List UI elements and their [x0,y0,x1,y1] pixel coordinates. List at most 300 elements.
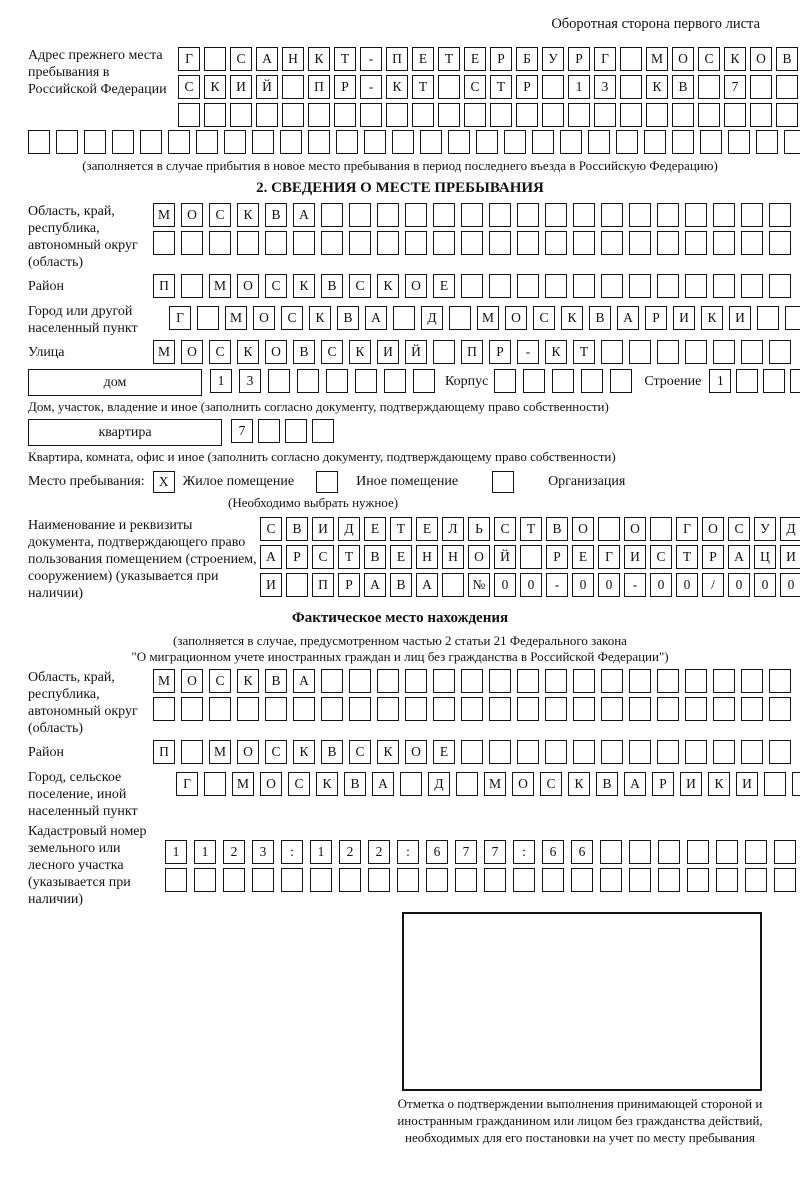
char-cell[interactable]: К [724,47,746,71]
char-cell[interactable] [393,306,415,330]
char-cell[interactable]: 3 [252,840,274,864]
char-cell[interactable]: - [360,75,382,99]
char-cell[interactable]: С [260,517,282,541]
char-cell[interactable] [517,203,539,227]
char-cell[interactable]: О [405,274,427,298]
char-cell[interactable]: Г [594,47,616,71]
char-cell[interactable] [405,203,427,227]
char-cell[interactable] [713,340,735,364]
char-cell[interactable] [745,868,767,892]
char-cell[interactable]: И [729,306,751,330]
char-cell[interactable]: А [293,203,315,227]
char-cell[interactable] [658,868,680,892]
char-cell[interactable] [448,130,470,154]
char-cell[interactable]: О [253,306,275,330]
char-cell[interactable] [442,573,464,597]
char-cell[interactable] [657,740,679,764]
char-cell[interactable]: В [596,772,618,796]
char-cell[interactable]: - [360,47,382,71]
char-cell[interactable] [438,75,460,99]
char-cell[interactable]: С [494,517,516,541]
char-cell[interactable] [397,868,419,892]
char-cell[interactable] [792,772,800,796]
char-cell[interactable] [433,697,455,721]
char-cell[interactable]: 1 [568,75,590,99]
char-cell[interactable] [769,669,791,693]
char-cell[interactable]: С [728,517,750,541]
char-cell[interactable]: Г [598,545,620,569]
char-cell[interactable]: В [286,517,308,541]
char-cell[interactable] [545,669,567,693]
char-cell[interactable] [484,868,506,892]
char-cell[interactable] [204,47,226,71]
char-cell[interactable] [321,669,343,693]
char-cell[interactable] [377,203,399,227]
char-cell[interactable] [545,274,567,298]
char-cell[interactable] [364,130,386,154]
char-cell[interactable] [741,740,763,764]
char-cell[interactable] [657,669,679,693]
char-cell[interactable]: Т [390,517,412,541]
char-cell[interactable]: 0 [754,573,776,597]
char-cell[interactable] [349,669,371,693]
char-cell[interactable]: В [321,740,343,764]
char-cell[interactable]: А [293,669,315,693]
char-cell[interactable] [685,340,707,364]
char-cell[interactable] [629,868,651,892]
char-cell[interactable] [377,669,399,693]
char-cell[interactable] [685,697,707,721]
char-cell[interactable]: Е [416,517,438,541]
char-cell[interactable] [412,103,434,127]
char-cell[interactable]: Р [568,47,590,71]
char-cell[interactable] [629,274,651,298]
char-cell[interactable] [282,103,304,127]
char-cell[interactable]: О [405,740,427,764]
char-cell[interactable]: Й [494,545,516,569]
char-cell[interactable] [181,231,203,255]
char-cell[interactable] [685,203,707,227]
char-cell[interactable] [178,103,200,127]
char-cell[interactable] [516,103,538,127]
char-cell[interactable]: Г [169,306,191,330]
char-cell[interactable]: О [624,517,646,541]
char-cell[interactable] [490,103,512,127]
char-cell[interactable]: П [386,47,408,71]
char-cell[interactable] [542,75,564,99]
char-cell[interactable] [568,103,590,127]
char-cell[interactable]: В [344,772,366,796]
char-cell[interactable] [757,306,779,330]
char-cell[interactable] [321,231,343,255]
char-cell[interactable] [517,274,539,298]
char-cell[interactable] [181,274,203,298]
char-cell[interactable] [573,697,595,721]
char-cell[interactable]: К [708,772,730,796]
char-cell[interactable] [658,840,680,864]
char-cell[interactable] [168,130,190,154]
char-cell[interactable] [741,340,763,364]
char-cell[interactable] [413,369,435,393]
char-cell[interactable]: М [153,340,175,364]
char-cell[interactable] [764,772,786,796]
char-cell[interactable]: А [365,306,387,330]
char-cell[interactable]: / [702,573,724,597]
char-cell[interactable] [209,697,231,721]
char-cell[interactable] [769,740,791,764]
char-cell[interactable]: О [237,274,259,298]
char-cell[interactable] [716,840,738,864]
char-cell[interactable]: К [386,75,408,99]
char-cell[interactable]: К [646,75,668,99]
char-cell[interactable] [741,203,763,227]
char-cell[interactable]: В [321,274,343,298]
char-cell[interactable]: Н [282,47,304,71]
char-cell[interactable]: О [505,306,527,330]
char-cell[interactable] [140,130,162,154]
char-cell[interactable]: К [293,740,315,764]
char-cell[interactable]: О [512,772,534,796]
char-cell[interactable]: 0 [598,573,620,597]
char-cell[interactable] [769,203,791,227]
char-cell[interactable]: Т [438,47,460,71]
char-cell[interactable] [610,369,632,393]
char-cell[interactable]: П [153,740,175,764]
char-cell[interactable] [545,203,567,227]
char-cell[interactable] [600,840,622,864]
char-cell[interactable] [532,130,554,154]
char-cell[interactable]: Е [390,545,412,569]
char-cell[interactable] [687,868,709,892]
char-cell[interactable]: К [701,306,723,330]
char-cell[interactable]: Р [702,545,724,569]
char-cell[interactable] [112,130,134,154]
char-cell[interactable]: Е [364,517,386,541]
char-cell[interactable] [461,669,483,693]
char-cell[interactable]: - [517,340,539,364]
char-cell[interactable]: Д [780,517,800,541]
char-cell[interactable]: С [281,306,303,330]
char-cell[interactable] [573,203,595,227]
char-cell[interactable]: К [349,340,371,364]
char-cell[interactable]: 0 [494,573,516,597]
char-cell[interactable]: И [624,545,646,569]
char-cell[interactable] [741,274,763,298]
char-cell[interactable]: В [293,340,315,364]
char-cell[interactable]: 1 [165,840,187,864]
char-cell[interactable] [268,369,290,393]
char-cell[interactable]: Е [412,47,434,71]
char-cell[interactable] [769,231,791,255]
char-cell[interactable]: В [589,306,611,330]
char-cell[interactable] [308,130,330,154]
char-cell[interactable]: С [698,47,720,71]
char-cell[interactable] [204,772,226,796]
char-cell[interactable] [601,203,623,227]
char-cell[interactable]: С [321,340,343,364]
char-cell[interactable] [573,231,595,255]
char-cell[interactable] [774,840,796,864]
char-cell[interactable] [223,868,245,892]
char-cell[interactable]: С [265,274,287,298]
char-cell[interactable]: И [736,772,758,796]
char-cell[interactable]: : [281,840,303,864]
char-cell[interactable] [386,103,408,127]
char-cell[interactable] [252,130,274,154]
char-cell[interactable] [461,697,483,721]
char-cell[interactable]: О [468,545,490,569]
char-cell[interactable] [657,203,679,227]
char-cell[interactable]: Р [286,545,308,569]
char-cell[interactable] [685,740,707,764]
char-cell[interactable] [321,697,343,721]
char-cell[interactable]: Т [573,340,595,364]
char-cell[interactable] [326,369,348,393]
char-cell[interactable]: А [728,545,750,569]
char-cell[interactable]: М [225,306,247,330]
char-cell[interactable]: К [308,47,330,71]
char-cell[interactable] [545,740,567,764]
char-cell[interactable] [741,669,763,693]
char-cell[interactable] [520,545,542,569]
char-cell[interactable] [285,419,307,443]
char-cell[interactable]: Ц [754,545,776,569]
char-cell[interactable] [392,130,414,154]
char-cell[interactable] [620,75,642,99]
char-cell[interactable]: И [673,306,695,330]
char-cell[interactable]: О [181,669,203,693]
char-cell[interactable]: 3 [594,75,616,99]
char-cell[interactable] [601,340,623,364]
char-cell[interactable] [420,130,442,154]
char-cell[interactable] [438,103,460,127]
char-cell[interactable] [405,697,427,721]
char-cell[interactable] [517,697,539,721]
char-cell[interactable]: С [209,340,231,364]
char-cell[interactable] [461,203,483,227]
char-cell[interactable]: У [754,517,776,541]
char-cell[interactable]: 7 [484,840,506,864]
char-cell[interactable]: Т [338,545,360,569]
stay-type-checkbox-other[interactable] [316,471,338,493]
char-cell[interactable]: И [780,545,800,569]
char-cell[interactable] [784,130,800,154]
char-cell[interactable]: А [624,772,646,796]
char-cell[interactable] [573,740,595,764]
char-cell[interactable] [736,369,758,393]
char-cell[interactable] [293,231,315,255]
char-cell[interactable] [449,306,471,330]
char-cell[interactable]: Р [652,772,674,796]
char-cell[interactable] [542,103,564,127]
char-cell[interactable]: М [153,203,175,227]
char-cell[interactable] [601,669,623,693]
char-cell[interactable]: 6 [426,840,448,864]
char-cell[interactable]: С [209,203,231,227]
char-cell[interactable]: 0 [572,573,594,597]
char-cell[interactable]: К [316,772,338,796]
char-cell[interactable] [334,103,356,127]
char-cell[interactable] [461,274,483,298]
char-cell[interactable]: С [209,669,231,693]
char-cell[interactable] [685,274,707,298]
char-cell[interactable]: В [337,306,359,330]
char-cell[interactable] [698,103,720,127]
char-cell[interactable]: Е [433,740,455,764]
char-cell[interactable]: Л [442,517,464,541]
char-cell[interactable] [256,103,278,127]
char-cell[interactable] [785,306,800,330]
char-cell[interactable]: К [561,306,583,330]
char-cell[interactable] [776,75,798,99]
char-cell[interactable] [489,274,511,298]
char-cell[interactable] [685,669,707,693]
char-cell[interactable] [745,840,767,864]
char-cell[interactable]: Д [338,517,360,541]
char-cell[interactable] [489,203,511,227]
char-cell[interactable]: О [237,740,259,764]
char-cell[interactable]: 1 [210,369,232,393]
char-cell[interactable] [230,103,252,127]
char-cell[interactable]: 0 [650,573,672,597]
char-cell[interactable]: В [546,517,568,541]
char-cell[interactable] [433,669,455,693]
char-cell[interactable] [763,369,785,393]
char-cell[interactable]: К [237,669,259,693]
char-cell[interactable]: К [377,274,399,298]
char-cell[interactable] [685,231,707,255]
char-cell[interactable] [196,130,218,154]
char-cell[interactable] [286,573,308,597]
char-cell[interactable] [716,868,738,892]
char-cell[interactable]: Р [546,545,568,569]
char-cell[interactable]: - [546,573,568,597]
char-cell[interactable]: С [533,306,555,330]
char-cell[interactable] [252,868,274,892]
char-cell[interactable]: 7 [231,419,253,443]
char-cell[interactable]: 1 [709,369,731,393]
char-cell[interactable]: О [265,340,287,364]
char-cell[interactable]: К [204,75,226,99]
char-cell[interactable] [461,231,483,255]
char-cell[interactable] [741,697,763,721]
char-cell[interactable] [750,103,772,127]
char-cell[interactable]: Й [256,75,278,99]
char-cell[interactable] [426,868,448,892]
char-cell[interactable]: № [468,573,490,597]
char-cell[interactable] [657,697,679,721]
char-cell[interactable] [433,231,455,255]
char-cell[interactable]: 1 [310,840,332,864]
char-cell[interactable]: Д [428,772,450,796]
char-cell[interactable]: С [540,772,562,796]
char-cell[interactable]: С [230,47,252,71]
char-cell[interactable] [265,231,287,255]
char-cell[interactable]: И [377,340,399,364]
char-cell[interactable] [489,740,511,764]
char-cell[interactable] [542,868,564,892]
char-cell[interactable] [581,369,603,393]
char-cell[interactable] [368,868,390,892]
char-cell[interactable]: Т [412,75,434,99]
char-cell[interactable]: 0 [676,573,698,597]
char-cell[interactable] [646,103,668,127]
char-cell[interactable] [297,369,319,393]
char-cell[interactable] [280,130,302,154]
char-cell[interactable] [552,369,574,393]
char-cell[interactable]: М [232,772,254,796]
char-cell[interactable]: О [672,47,694,71]
char-cell[interactable] [594,103,616,127]
char-cell[interactable] [336,130,358,154]
char-cell[interactable]: 7 [455,840,477,864]
char-cell[interactable]: И [312,517,334,541]
char-cell[interactable]: М [209,274,231,298]
char-cell[interactable] [224,130,246,154]
char-cell[interactable] [265,697,287,721]
char-cell[interactable] [616,130,638,154]
char-cell[interactable]: 2 [339,840,361,864]
char-cell[interactable]: М [209,740,231,764]
char-cell[interactable]: Г [178,47,200,71]
char-cell[interactable]: К [545,340,567,364]
char-cell[interactable] [713,740,735,764]
char-cell[interactable] [464,103,486,127]
char-cell[interactable]: В [672,75,694,99]
char-cell[interactable]: К [309,306,331,330]
char-cell[interactable] [517,231,539,255]
char-cell[interactable]: Р [334,75,356,99]
char-cell[interactable]: С [288,772,310,796]
char-cell[interactable] [657,274,679,298]
char-cell[interactable]: В [390,573,412,597]
char-cell[interactable]: П [153,274,175,298]
char-cell[interactable]: О [260,772,282,796]
char-cell[interactable] [339,868,361,892]
char-cell[interactable]: Е [433,274,455,298]
char-cell[interactable]: : [513,840,535,864]
char-cell[interactable]: Й [405,340,427,364]
char-cell[interactable]: Г [176,772,198,796]
char-cell[interactable] [629,740,651,764]
char-cell[interactable]: А [364,573,386,597]
char-cell[interactable] [560,130,582,154]
char-cell[interactable]: С [312,545,334,569]
char-cell[interactable] [310,868,332,892]
char-cell[interactable] [197,306,219,330]
char-cell[interactable] [629,231,651,255]
char-cell[interactable]: А [416,573,438,597]
char-cell[interactable]: О [750,47,772,71]
char-cell[interactable]: С [265,740,287,764]
char-cell[interactable] [588,130,610,154]
char-cell[interactable]: У [542,47,564,71]
char-cell[interactable]: О [181,340,203,364]
stay-type-checkbox-organization[interactable] [492,471,514,493]
char-cell[interactable] [153,697,175,721]
char-cell[interactable]: П [308,75,330,99]
char-cell[interactable] [209,231,231,255]
char-cell[interactable] [629,669,651,693]
char-cell[interactable] [573,274,595,298]
char-cell[interactable]: С [349,274,371,298]
char-cell[interactable] [489,231,511,255]
char-cell[interactable]: М [484,772,506,796]
char-cell[interactable] [724,103,746,127]
char-cell[interactable] [181,697,203,721]
char-cell[interactable] [728,130,750,154]
char-cell[interactable] [282,75,304,99]
